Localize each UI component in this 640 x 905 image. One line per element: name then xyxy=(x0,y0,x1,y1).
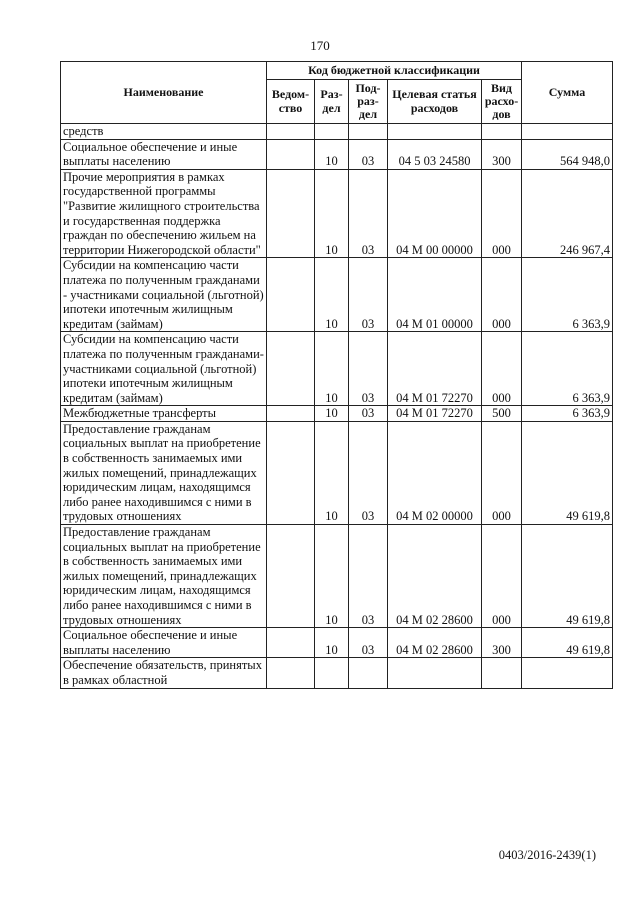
cell-podrazdel: 03 xyxy=(349,169,388,258)
table-row xyxy=(61,169,613,258)
cell-summa: 6 363,9 xyxy=(522,332,613,406)
cell-vid xyxy=(482,658,522,688)
table-row xyxy=(61,124,613,140)
cell-razdel: 10 xyxy=(315,406,349,422)
header-celevaya: Целевая статья расходов xyxy=(388,80,482,124)
cell-ved xyxy=(267,406,315,422)
document-code: 0403/2016-2439(1) xyxy=(498,848,596,862)
budget-table xyxy=(60,61,613,689)
header-podrazdel: Под-раз-дел xyxy=(349,80,388,124)
cell-ved xyxy=(267,525,315,628)
cell-razdel: 10 xyxy=(315,332,349,406)
cell-ved xyxy=(267,124,315,140)
cell-summa: 246 967,4 xyxy=(522,169,613,258)
cell-vid: 000 xyxy=(482,332,522,406)
cell-podrazdel: 03 xyxy=(349,421,388,524)
cell-name: Предоставление гражданам социальных выплат на приобретение в собственность занимаемых ими жилых помещений, принадлежащих юридическим лицам, находящимся либо ранее находившимся с ними в трудовых отношениях xyxy=(61,525,267,628)
table-row xyxy=(61,628,613,658)
cell-celevaya: 04 М 00 00000 xyxy=(388,169,482,258)
cell-ved xyxy=(267,628,315,658)
cell-celevaya: 04 5 03 24580 xyxy=(388,139,482,169)
cell-razdel: 10 xyxy=(315,169,349,258)
cell-ved xyxy=(267,658,315,688)
cell-podrazdel: 03 xyxy=(349,139,388,169)
cell-vid: 000 xyxy=(482,421,522,524)
table-row xyxy=(61,258,613,332)
cell-summa: 6 363,9 xyxy=(522,406,613,422)
cell-podrazdel: 03 xyxy=(349,258,388,332)
cell-razdel: 10 xyxy=(315,258,349,332)
cell-celevaya xyxy=(388,124,482,140)
cell-celevaya: 04 М 02 28600 xyxy=(388,628,482,658)
cell-vid: 500 xyxy=(482,406,522,422)
cell-ved xyxy=(267,332,315,406)
cell-podrazdel: 03 xyxy=(349,406,388,422)
cell-summa: 6 363,9 xyxy=(522,258,613,332)
header-name: Наименование xyxy=(61,62,267,124)
cell-podrazdel xyxy=(349,658,388,688)
cell-razdel: 10 xyxy=(315,628,349,658)
table-row xyxy=(61,406,613,422)
cell-name: Предоставление гражданам социальных выплат на приобретение в собственность занимаемых ими жилых помещений, принадлежащих юридическим лицам, находящимся либо ранее находившимся с ними в трудовых отношениях xyxy=(61,421,267,524)
table-row xyxy=(61,525,613,628)
cell-summa: 49 619,8 xyxy=(522,628,613,658)
cell-name: Социальное обеспечение и иные выплаты населению xyxy=(61,139,267,169)
header-code-group: Код бюджетной классификации xyxy=(267,62,522,80)
cell-razdel xyxy=(315,124,349,140)
table-row xyxy=(61,332,613,406)
cell-vid: 300 xyxy=(482,139,522,169)
cell-name: Субсидии на компенсацию части платежа по полученным гражданами-участниками социальной (льготной) ипотеки ипотечным жилищным кредитам (займам) xyxy=(61,332,267,406)
cell-name: средств xyxy=(61,124,267,140)
cell-ved xyxy=(267,258,315,332)
header-vid: Вид расхо-дов xyxy=(482,80,522,124)
cell-vid: 300 xyxy=(482,628,522,658)
cell-name: Социальное обеспечение и иные выплаты населению xyxy=(61,628,267,658)
cell-celevaya: 04 М 01 72270 xyxy=(388,406,482,422)
cell-podrazdel: 03 xyxy=(349,628,388,658)
header-summa: Сумма xyxy=(522,62,613,124)
cell-vid: 000 xyxy=(482,525,522,628)
cell-summa xyxy=(522,658,613,688)
cell-celevaya: 04 М 01 72270 xyxy=(388,332,482,406)
cell-podrazdel: 03 xyxy=(349,332,388,406)
cell-name: Субсидии на компенсацию части платежа по полученным гражданами - участниками социальной (льготной) ипотеки ипотечным жилищным кредитам (займам) xyxy=(61,258,267,332)
header-razdel: Раз-дел xyxy=(315,80,349,124)
cell-razdel: 10 xyxy=(315,525,349,628)
cell-ved xyxy=(267,421,315,524)
cell-name: Межбюджетные трансферты xyxy=(61,406,267,422)
cell-razdel: 10 xyxy=(315,139,349,169)
cell-summa xyxy=(522,124,613,140)
cell-podrazdel: 03 xyxy=(349,525,388,628)
table-row xyxy=(61,421,613,524)
cell-celevaya: 04 М 01 00000 xyxy=(388,258,482,332)
cell-celevaya xyxy=(388,658,482,688)
cell-summa: 49 619,8 xyxy=(522,525,613,628)
cell-vid: 000 xyxy=(482,258,522,332)
cell-celevaya: 04 М 02 00000 xyxy=(388,421,482,524)
cell-ved xyxy=(267,169,315,258)
cell-razdel: 10 xyxy=(315,421,349,524)
cell-vid xyxy=(482,124,522,140)
page-number: 170 xyxy=(310,38,330,53)
cell-name: Прочие мероприятия в рамках государственной программы "Развитие жилищного строительства и государственная поддержка граждан по обеспечению жильем на территории Нижегородской области" xyxy=(61,169,267,258)
cell-vid: 000 xyxy=(482,169,522,258)
cell-podrazdel xyxy=(349,124,388,140)
cell-razdel xyxy=(315,658,349,688)
table-row xyxy=(61,658,613,688)
table-row xyxy=(61,139,613,169)
cell-summa: 49 619,8 xyxy=(522,421,613,524)
cell-celevaya: 04 М 02 28600 xyxy=(388,525,482,628)
cell-ved xyxy=(267,139,315,169)
header-vedomstvo: Ведом-ство xyxy=(267,80,315,124)
cell-summa: 564 948,0 xyxy=(522,139,613,169)
cell-name: Обеспечение обязательств, принятых в рамках областной xyxy=(61,658,267,688)
